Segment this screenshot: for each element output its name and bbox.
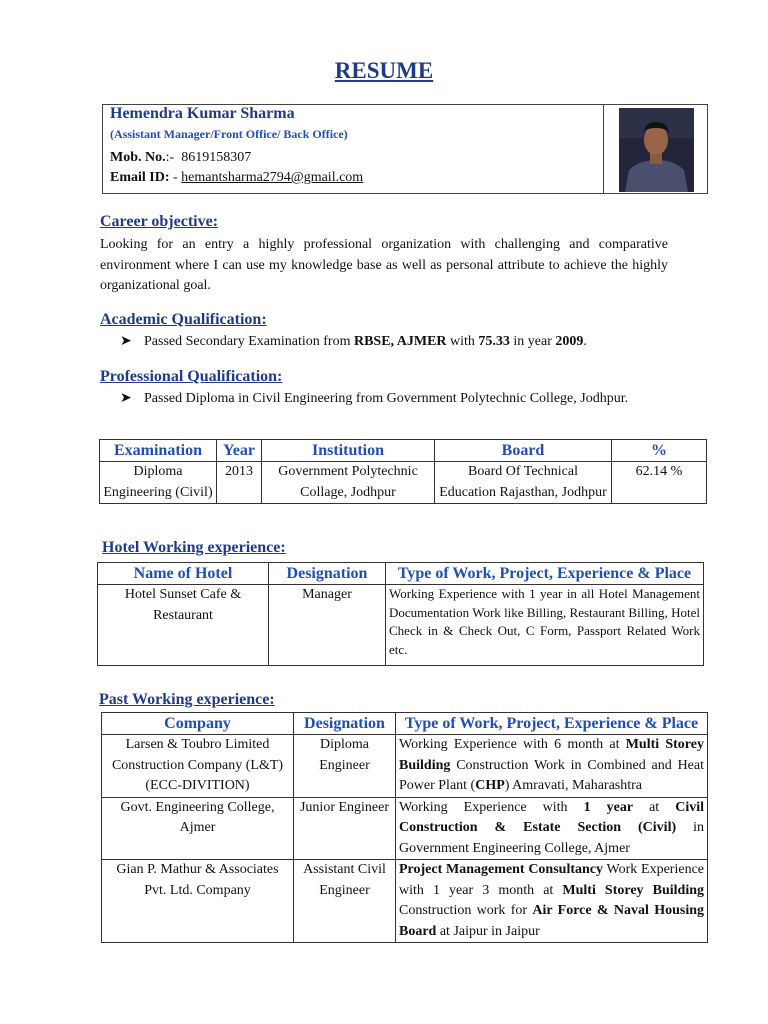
academic-item <box>120 332 680 353</box>
col-work: Type of Work, Project, Experience & Place <box>396 713 708 735</box>
work-bold: Multi Storey Building <box>399 737 704 773</box>
work-text: Working Experience with 6 month at <box>399 737 626 752</box>
cell-work <box>396 735 708 798</box>
col-work: Type of Work, Project, Experience & Place <box>386 563 704 585</box>
academic-heading: Academic Qualification: <box>100 311 267 328</box>
work-text: at <box>633 799 676 815</box>
col-board: Board <box>435 440 612 462</box>
cell-company: Govt. Engineering College, Ajmer <box>102 797 294 860</box>
email-line <box>110 170 363 186</box>
cell-designation: Diploma Engineer <box>294 735 396 798</box>
past-table <box>101 712 708 943</box>
past-heading: Past Working experience: <box>99 691 275 708</box>
candidate-role: (Assistant Manager/Front Office/ Back Office) <box>110 127 348 141</box>
col-designation: Designation <box>294 713 396 735</box>
work-bold: Civil Construction & Estate Section (Civil) <box>399 799 705 835</box>
mobile-line <box>110 150 251 166</box>
email-link[interactable]: hemantsharma2794@gmail.com <box>181 170 364 185</box>
professional-heading: Professional Qualification: <box>100 368 283 385</box>
table-header-row <box>100 440 707 462</box>
academic-text-2: with <box>446 334 479 349</box>
col-company: Company <box>102 713 294 735</box>
cell-designation: Manager <box>269 585 386 666</box>
work-bold: Air Force & Naval Housing Board <box>399 903 704 939</box>
cell-work: Working Experience with 1 year in all Hotel Management Documentation Work like Billing, Restaurant Billing, Hotel Check in & Check Out, C Form, Passport Related Work etc. <box>386 585 704 666</box>
candidate-name: Hemendra Kumar Sharma <box>110 105 295 122</box>
cell-company: Gian P. Mathur & Associates Pvt. Ltd. Company <box>102 860 294 943</box>
academic-text: Passed Secondary Examination from <box>144 334 354 349</box>
mobile-number: 8619158307 <box>181 150 252 165</box>
table-row <box>100 462 707 504</box>
table-header-row <box>102 713 708 735</box>
email-label: Email ID: <box>110 170 170 185</box>
col-hotel-name: Name of Hotel <box>98 563 269 585</box>
work-bold: CHP <box>475 778 505 793</box>
table-row <box>98 585 704 666</box>
work-text: Construction Work in Combined and Heat Power Plant ( <box>399 757 704 793</box>
cell-designation: Junior Engineer <box>294 797 396 860</box>
resume-title: RESUME <box>334 58 434 83</box>
academic-end: . <box>583 334 587 349</box>
work-text: in Government Engineering College, Ajmer <box>399 820 705 856</box>
cell-exam: Diploma Engineering (Civil) <box>100 462 217 504</box>
table-row <box>102 860 708 943</box>
cell-company: Larsen & Toubro Limited Construction Company (L&T) (ECC-DIVITION) <box>102 735 294 798</box>
work-text: ) Amravati, Maharashtra <box>504 778 643 793</box>
mobile-label: Mob. No. <box>110 150 166 165</box>
cell-designation: Assistant Civil Engineer <box>294 860 396 943</box>
cell-work <box>396 797 708 860</box>
email-sep: - <box>169 170 182 185</box>
academic-text-3: in year <box>509 334 556 349</box>
table-row <box>102 735 708 798</box>
table-header-row <box>98 563 704 585</box>
work-bold: 1 year <box>583 799 634 815</box>
academic-board: RBSE, AJMER <box>353 334 447 349</box>
header-divider <box>603 105 604 193</box>
cell-board: Board Of Technical Education Rajasthan, Jodhpur <box>435 462 612 504</box>
col-percent: % <box>612 440 707 462</box>
work-text: Work Experience with 1 year 3 month at <box>399 862 704 898</box>
cell-hotel-name: Hotel Sunset Cafe & Restaurant <box>98 585 269 666</box>
hotel-heading: Hotel Working experience: <box>102 539 286 556</box>
professional-item <box>120 389 668 410</box>
cell-percent: 62.14 % <box>612 462 707 504</box>
work-text: Working Experience with <box>399 799 584 815</box>
academic-year: 2009 <box>555 334 584 349</box>
col-examination: Examination <box>100 440 217 462</box>
qualification-table <box>99 439 707 504</box>
col-institution: Institution <box>262 440 435 462</box>
work-bold: Project Management Consultancy <box>399 862 604 877</box>
academic-score: 75.33 <box>478 334 510 349</box>
arrow-bullet-icon: ➤ <box>120 334 132 349</box>
hotel-table <box>97 562 704 666</box>
col-year: Year <box>217 440 262 462</box>
cell-work <box>396 860 708 943</box>
work-text: at Jaipur in Jaipur <box>436 923 540 939</box>
career-text: Looking for an entry a highly professional organization with challenging and comparative environment where I can use my knowledge base as well as personal attribute to achieve the highly organizational goal. <box>100 237 668 293</box>
work-text: Construction work for <box>399 903 533 918</box>
work-bold: Multi Storey Building <box>562 882 704 898</box>
cell-institution: Government Polytechnic Collage, Jodhpur <box>262 462 435 504</box>
table-row <box>102 797 708 860</box>
career-heading: Career objective: <box>100 213 219 230</box>
arrow-bullet-icon: ➤ <box>120 391 132 406</box>
cell-year: 2013 <box>217 462 262 504</box>
profile-photo <box>619 108 694 192</box>
mobile-sep: :- <box>165 150 175 165</box>
col-designation: Designation <box>269 563 386 585</box>
professional-text: Passed Diploma in Civil Engineering from Government Polytechnic College, Jodhpur. <box>144 391 629 406</box>
